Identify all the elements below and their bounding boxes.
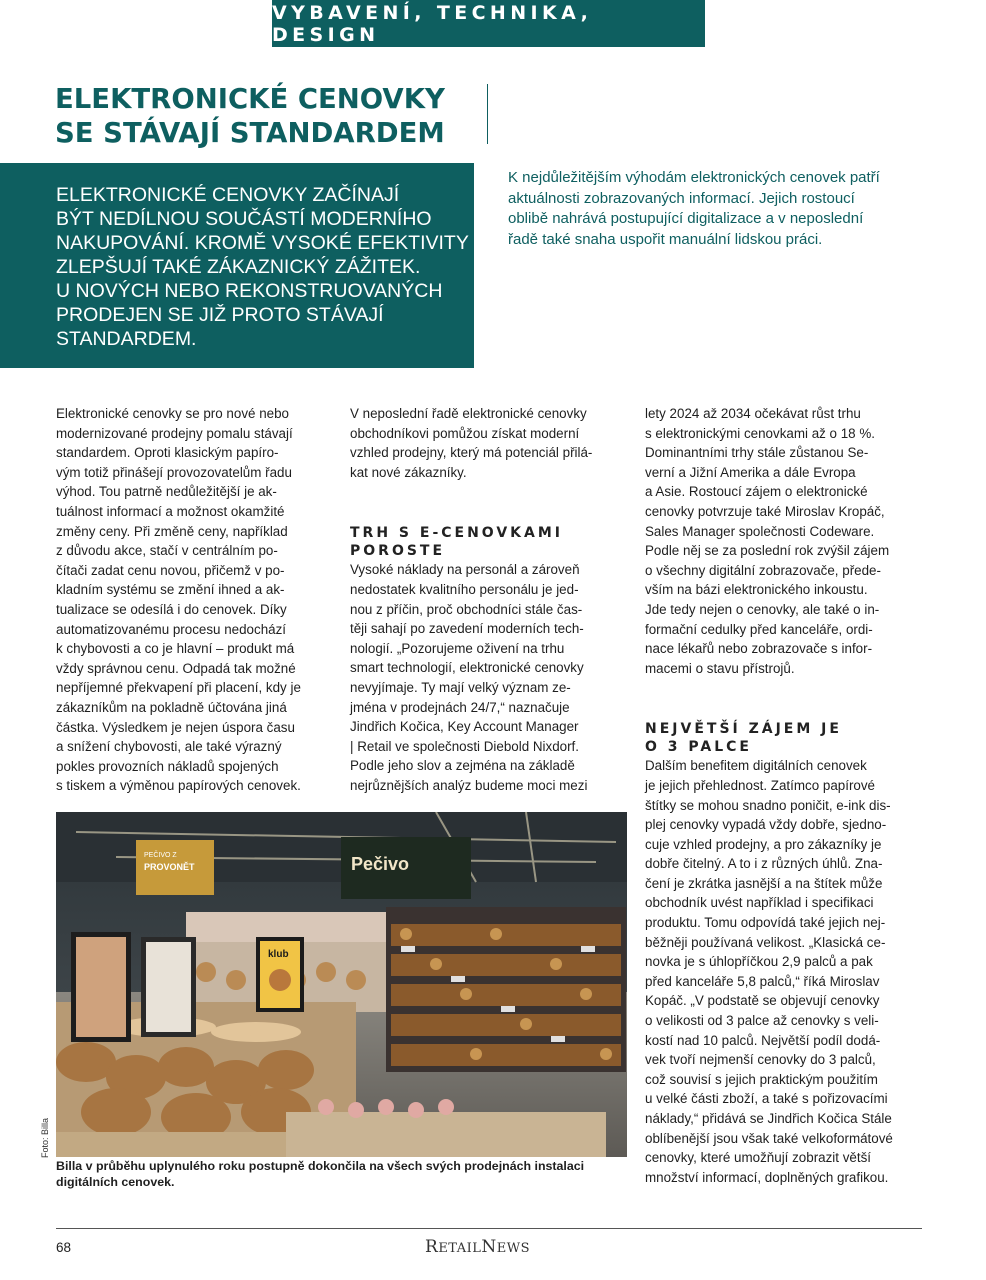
- text-line: novka je s úhlopříčkou 2,9 palců a pak: [645, 954, 873, 970]
- text-line: tuálnost informací a možnost okamžité: [56, 503, 285, 519]
- text-line: obchodníkovi pomůžou získat moderní: [350, 425, 580, 441]
- column-1: [56, 404, 301, 796]
- column-3-top-text: [645, 404, 893, 678]
- text-line: lety 2024 až 2034 očekávat růst trhu: [645, 406, 861, 421]
- text-line: čení je zkrátka jasnější a na štítek může: [645, 875, 883, 891]
- text-line: digitálních cenovek.: [56, 1175, 175, 1189]
- text-line: smart technologií, elektronické cenovky: [350, 660, 584, 676]
- text-line: čítači zadat cenu novou, přičemž v po-: [56, 562, 285, 578]
- text-line: SE STÁVAJÍ STANDARDEM: [55, 117, 445, 149]
- text-line: štítky se mohou snadno poničit, e-ink dis-: [645, 797, 891, 813]
- intro-paragraph: [508, 168, 938, 250]
- text-line: náklady,“ přidává se Jindřich Kočica Stále: [645, 1111, 892, 1126]
- text-line: Jindřich Kočica, Key Account Manager: [350, 719, 579, 735]
- text-line: Billa v průběhu uplynulého roku postupně dokončila na všech svých prodejnách instalaci: [56, 1159, 585, 1173]
- text-line: nou z příčin, proč obchodníci stále čas-: [350, 601, 583, 617]
- lead-box: [0, 163, 474, 368]
- subheading-trh: [350, 524, 592, 560]
- text-line: pokles provozních nákladů spojených: [56, 758, 279, 774]
- text-line: Kopáč. „V podstatě se objevují cenovky: [645, 993, 880, 1009]
- text-line: produktu. Tomu odpovídá také jejich nej-: [645, 915, 886, 931]
- text-line: | Retail ve společnosti Diebold Nixdorf.: [350, 738, 579, 754]
- text-line: STANDARDEM.: [56, 328, 197, 350]
- text-line: nedostatek kvalitního personálu je jed-: [350, 581, 579, 597]
- text-line: vek tvoří nejmenší cenovky do 3 palců,: [645, 1052, 876, 1068]
- text-line: POROSTE: [350, 543, 446, 560]
- text-line: aktuálnosti zobrazovaných informací. Jejich rostoucí: [508, 189, 855, 207]
- headline-rule: [487, 84, 488, 144]
- text-line: nologií. „Pozorujeme oživení na trhu: [350, 640, 565, 656]
- price-tag-label: klub: [268, 949, 289, 960]
- footer-rule: [56, 1228, 922, 1229]
- spacer: [350, 482, 592, 524]
- text-line: ELEKTRONICKÉ CENOVKY ZAČÍNAJÍ: [56, 184, 400, 206]
- text-line: macemi o stavu přístrojů.: [645, 660, 795, 676]
- section-tag: VYBAVENÍ, TECHNIKA, DESIGN: [272, 0, 705, 47]
- page-number: 68: [56, 1240, 72, 1255]
- store-photo-illustration: [56, 812, 627, 1157]
- text-line: U NOVÝCH NEBO REKONSTRUOVANÝCH: [56, 280, 443, 302]
- text-line: částka. Výsledkem je nejen úspora času: [56, 719, 295, 735]
- text-line: změny ceny. Při změně ceny, například: [56, 523, 288, 539]
- column-2-top-text: [350, 404, 592, 482]
- sign-provonet-line2: PROVONĚT: [144, 862, 195, 872]
- text-line: cenovky, které umožňují zobrazit větší: [645, 1150, 871, 1166]
- column-3: [645, 404, 893, 1187]
- text-line: K nejdůležitějším výhodám elektronických cenovek patří: [508, 169, 880, 186]
- text-line: nepříjemné překvapení při placení, kdy je: [56, 680, 301, 696]
- photo-credit: Foto: Billa: [40, 1117, 50, 1158]
- text-line: NAKUPOVÁNÍ. KROMĚ VYSOKÉ EFEKTIVITY: [56, 232, 469, 254]
- column-2-bottom-text: [350, 560, 592, 795]
- text-line: a Asie. Rostoucí zájem o elektronické: [645, 484, 868, 500]
- article-headline: [55, 82, 485, 150]
- text-line: s elektronickými cenovkami až o 18 %.: [645, 425, 875, 441]
- text-line: řadě také snaha uspořit manuální lidskou práci.: [508, 230, 823, 248]
- text-line: cuje vzhled prodejny, a pro zákazníky je: [645, 836, 882, 852]
- text-line: Elektronické cenovky se pro nové nebo: [56, 406, 289, 421]
- column-3-bottom-text: [645, 756, 893, 1187]
- brand-logo: RETAILNEWS: [425, 1237, 531, 1257]
- text-line: k chybovosti a co je hlavní – produkt má: [56, 641, 295, 657]
- text-line: vým totiž přinášejí provozovatelům řadu: [56, 464, 292, 480]
- text-line: tualizace se odesílá i do cenovek. Díky: [56, 601, 287, 617]
- text-line: a snížení chybovosti, ale také výrazný: [56, 739, 282, 755]
- text-line: o všechny digitální zobrazovače, přede-: [645, 562, 881, 578]
- text-line: modernizované prodejny pomalu stávají: [56, 425, 293, 441]
- text-line: standardem. Oproti klasickým papíro-: [56, 445, 279, 461]
- text-line: kat nové zákazníky.: [350, 464, 467, 480]
- text-line: Podle něj se za poslední rok zvýšil zájem: [645, 543, 890, 559]
- text-line: výhod. Tou patrně nedůležitější je ak-: [56, 484, 277, 500]
- text-line: Dalším benefitem digitálních cenovek: [645, 758, 867, 774]
- text-line: O 3 PALCE: [645, 739, 752, 756]
- spacer: [645, 678, 893, 720]
- text-line: kostí nad 10 palců. Největší podíl dodá-: [645, 1032, 881, 1048]
- text-line: automatizovanému procesu nedochází: [56, 621, 287, 637]
- text-line: u velké části zboží, a také s pořizovacími: [645, 1091, 888, 1107]
- text-line: je jejich přehlednost. Zatímco papírové: [645, 777, 875, 793]
- subheading-zajem: [645, 720, 893, 756]
- text-line: BÝT NEDÍLNOU SOUČÁSTÍ MODERNÍHO: [56, 208, 432, 230]
- text-line: nace lékařů nebo zobrazovače s infor-: [645, 641, 873, 657]
- text-line: verní a Jižní Amerika a dále Evropa: [645, 464, 856, 480]
- text-line: Vysoké náklady na personál a zároveň: [350, 562, 580, 578]
- text-line: vším na bázi elektronického inkoustu.: [645, 582, 868, 598]
- text-line: z důvodu akce, stačí v centrálním po-: [56, 543, 278, 559]
- text-line: NEJVĚTŠÍ ZÁJEM JE: [645, 721, 842, 738]
- text-line: těji sahají po zavedení moderních tech-: [350, 621, 584, 637]
- text-line: V neposlední řadě elektronické cenovky: [350, 406, 587, 421]
- text-line: nevyjímaje. Ty mají velký význam ze-: [350, 679, 571, 695]
- photo-caption: [56, 1158, 636, 1190]
- text-line: Dominantními trhy stále zůstanou Se-: [645, 445, 869, 461]
- text-line: dobře čitelný. A to i z různých úhlů. Zna-: [645, 856, 883, 872]
- text-line: plej cenovky vypadá vždy dobře, sjedno-: [645, 817, 887, 833]
- text-line: PRODEJEN SE JIŽ PROTO STÁVAJÍ: [56, 304, 384, 326]
- text-line: což souvisí s jejich praktickým použitím: [645, 1071, 878, 1087]
- text-line: množství informací, doplněných grafikou.: [645, 1169, 889, 1185]
- text-line: obchodník uvést například i specifikaci: [645, 895, 874, 911]
- column-1-text: [56, 404, 301, 796]
- text-line: ZLEPŠUJÍ TAKÉ ZÁKAZNICKÝ ZÁŽITEK.: [56, 256, 421, 278]
- text-line: ELEKTRONICKÉ CENOVKY: [55, 83, 445, 115]
- text-line: zákazníkům na pokladně účtována jiná: [56, 699, 287, 715]
- text-line: vždy správnou cenu. Odpadá tak možné: [56, 660, 296, 676]
- sign-pecivo: Pečivo: [351, 854, 410, 874]
- text-line: Sales Manager společnosti Codeware.: [645, 523, 875, 539]
- text-line: oblibě nahrává postupující digitalizace a v neposlední: [508, 210, 864, 227]
- sign-provonet-line1: PEČIVO Z: [144, 852, 177, 859]
- text-line: Podle jeho slov a zejména na základě: [350, 758, 575, 774]
- text-line: nejrůznějších analýz budeme moci mezi: [350, 777, 588, 793]
- store-photo: [56, 812, 627, 1157]
- text-line: před kanceláře 5,8 palců,“ říká Miroslav: [645, 973, 880, 989]
- text-line: Jde tedy nejen o cenovky, ale také o in-: [645, 601, 880, 617]
- text-line: kladním systému se změní ihned a ak-: [56, 582, 285, 598]
- text-line: oblíbenější jsou však také velkoformátové: [645, 1130, 893, 1146]
- text-line: s tiskem a výměnou papírových cenovek.: [56, 778, 301, 794]
- text-line: cenovky potvrzuje také Miroslav Kropáč,: [645, 503, 885, 519]
- text-line: TRH S E-CENOVKAMI: [350, 525, 563, 542]
- text-line: vzhled prodejny, který má potenciál přilá-: [350, 445, 593, 461]
- text-line: jména v prodejnách 24/7,“ naznačuje: [350, 699, 570, 715]
- text-line: o velikosti od 3 palce až cenovky s veli-: [645, 1013, 879, 1029]
- text-line: běžněji používaná velikost. „Klasická ce-: [645, 934, 886, 950]
- text-line: formační cedulky před kanceláře, ordi-: [645, 621, 873, 637]
- column-2: [350, 404, 592, 796]
